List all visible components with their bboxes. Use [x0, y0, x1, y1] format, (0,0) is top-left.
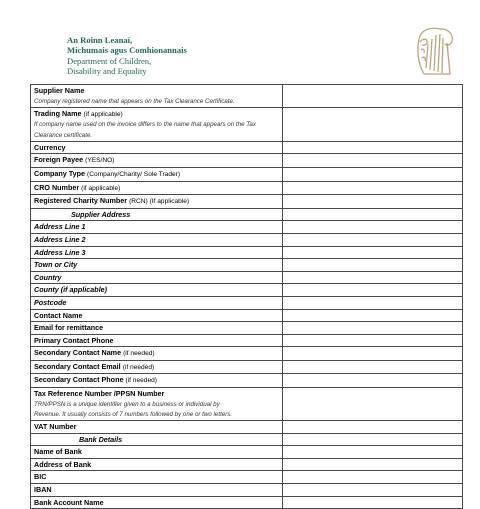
currency-field[interactable] [283, 141, 463, 154]
primary-phone-field[interactable] [283, 334, 463, 347]
bic-field[interactable] [283, 471, 463, 484]
bank-account-name-field[interactable] [283, 496, 463, 509]
table-row [31, 246, 463, 259]
country-field[interactable] [283, 271, 463, 284]
table-row [31, 433, 463, 446]
town-or-city-field[interactable] [283, 259, 463, 272]
foreign-payee-qualifier: (YES/NO) [85, 157, 115, 165]
secondary-phone-label: Secondary Contact Phone [34, 375, 124, 385]
company-type-label: Company Type [34, 168, 85, 178]
trading-name-note: If company name used on the invoice differs to the name that appears on the Tax Clearance certificate. [34, 121, 256, 139]
rcn-field[interactable] [283, 195, 463, 209]
table-row [31, 334, 463, 347]
iban-field[interactable] [283, 484, 463, 497]
cro-number-label: CRO Number [34, 182, 80, 192]
bank-address-field[interactable] [283, 458, 463, 471]
secondary-email-qualifier: (if needed) [122, 363, 155, 371]
town-or-city-label: Town or City [34, 260, 78, 270]
table-row [31, 284, 463, 297]
table-row [31, 195, 463, 209]
address-line-3-label: Address Line 3 [34, 247, 86, 257]
section-blank-cell [283, 433, 463, 446]
table-row [31, 347, 463, 361]
trading-name-label: Trading Name [34, 108, 82, 118]
secondary-phone-field[interactable] [283, 374, 463, 388]
county-field[interactable] [283, 284, 463, 297]
iban-label: IBAN [34, 485, 52, 495]
address-line-3-field[interactable] [283, 246, 463, 259]
supplier-name-label-cell [31, 85, 283, 108]
header-irish-line-1: An Roinn Leanaí, [67, 35, 133, 45]
department-header [67, 35, 187, 77]
tax-ref-note-line-1: TRN/PPSN is a unique identifier given to a business or individual by [34, 400, 220, 408]
bic-label: BIC [34, 472, 47, 482]
table-row [31, 259, 463, 272]
secondary-email-label: Secondary Contact Email [34, 361, 121, 371]
trading-name-qualifier: (if applicable) [83, 110, 123, 118]
header-english-line-1: Department of Children, [67, 55, 152, 66]
supplier-name-field[interactable] [283, 85, 463, 108]
email-remittance-field[interactable] [283, 322, 463, 335]
email-remittance-label: Email for remittance [34, 323, 104, 333]
country-label: Country [34, 272, 62, 282]
company-type-field[interactable] [283, 167, 463, 181]
trading-name-field[interactable] [283, 107, 463, 141]
supplier-name-note: Company registered name that appears on the Tax Clearance Certificate. [34, 97, 235, 105]
secondary-name-qualifier: (if needed) [123, 350, 155, 358]
cro-number-field[interactable] [283, 181, 463, 195]
rcn-qualifier: (RCN) (If applicable) [129, 198, 190, 206]
tax-ref-note-line-2: Revenue. It usually consists of 7 numbers followed by one or two letters. [34, 410, 233, 418]
table-row [31, 107, 463, 141]
bank-address-label: Address of Bank [34, 459, 92, 469]
foreign-payee-field[interactable] [283, 154, 463, 168]
address-line-2-field[interactable] [283, 233, 463, 246]
secondary-email-field[interactable] [283, 360, 463, 374]
table-row [31, 360, 463, 374]
table-row [31, 471, 463, 484]
address-line-1-label: Address Line 1 [34, 222, 86, 232]
bank-name-label: Name of Bank [34, 447, 82, 457]
secondary-name-label: Secondary Contact Name [34, 348, 122, 358]
table-row [31, 181, 463, 195]
postcode-field[interactable] [283, 296, 463, 309]
trading-name-label-cell [31, 107, 283, 141]
company-type-qualifier: (Company/Charity/ Sole Trader) [87, 170, 181, 178]
section-blank-cell [283, 208, 463, 221]
table-row [31, 208, 463, 221]
header-english-line-2: Disability and Equality [67, 66, 147, 77]
table-row [31, 309, 463, 322]
table-row [31, 388, 463, 421]
harp-emblem-icon [412, 24, 460, 80]
table-row [31, 233, 463, 246]
table-row [31, 458, 463, 471]
county-label: County (if applicable) [34, 285, 108, 295]
foreign-payee-label: Foreign Payee [34, 155, 84, 165]
supplier-details-table [30, 84, 463, 509]
table-row [31, 167, 463, 181]
table-row [31, 85, 463, 108]
bank-account-name-label: Bank Account Name [34, 497, 104, 507]
table-row [31, 421, 463, 434]
currency-label: Currency [34, 142, 66, 152]
rcn-label: Registered Charity Number [34, 196, 128, 206]
bank-details-section-heading: Bank Details [31, 433, 283, 446]
secondary-phone-qualifier: (if needed) [125, 377, 157, 385]
table-row [31, 271, 463, 284]
table-row [31, 141, 463, 154]
cro-number-qualifier: (if applicable) [81, 184, 121, 192]
table-row [31, 154, 463, 168]
tax-ref-label: Tax Reference Number /PPSN Number [34, 389, 165, 399]
secondary-name-field[interactable] [283, 347, 463, 361]
primary-phone-label: Primary Contact Phone [34, 335, 114, 345]
table-row [31, 296, 463, 309]
table-row [31, 446, 463, 459]
tax-ref-field[interactable] [283, 388, 463, 421]
vat-number-field[interactable] [283, 421, 463, 434]
table-row [31, 484, 463, 497]
table-row [31, 496, 463, 509]
contact-name-field[interactable] [283, 309, 463, 322]
table-row [31, 374, 463, 388]
table-row [31, 322, 463, 335]
supplier-address-section-heading: Supplier Address [31, 208, 283, 221]
table-row [31, 221, 463, 234]
header-irish-line-2: Míchumais agus Comhionannais [67, 45, 187, 56]
supplier-name-label: Supplier Name [34, 86, 85, 95]
bank-name-field[interactable] [283, 446, 463, 459]
contact-name-label: Contact Name [34, 310, 83, 320]
address-line-1-field[interactable] [283, 221, 463, 234]
vat-number-label: VAT Number [34, 422, 77, 432]
postcode-label: Postcode [34, 297, 67, 307]
address-line-2-label: Address Line 2 [34, 234, 86, 244]
